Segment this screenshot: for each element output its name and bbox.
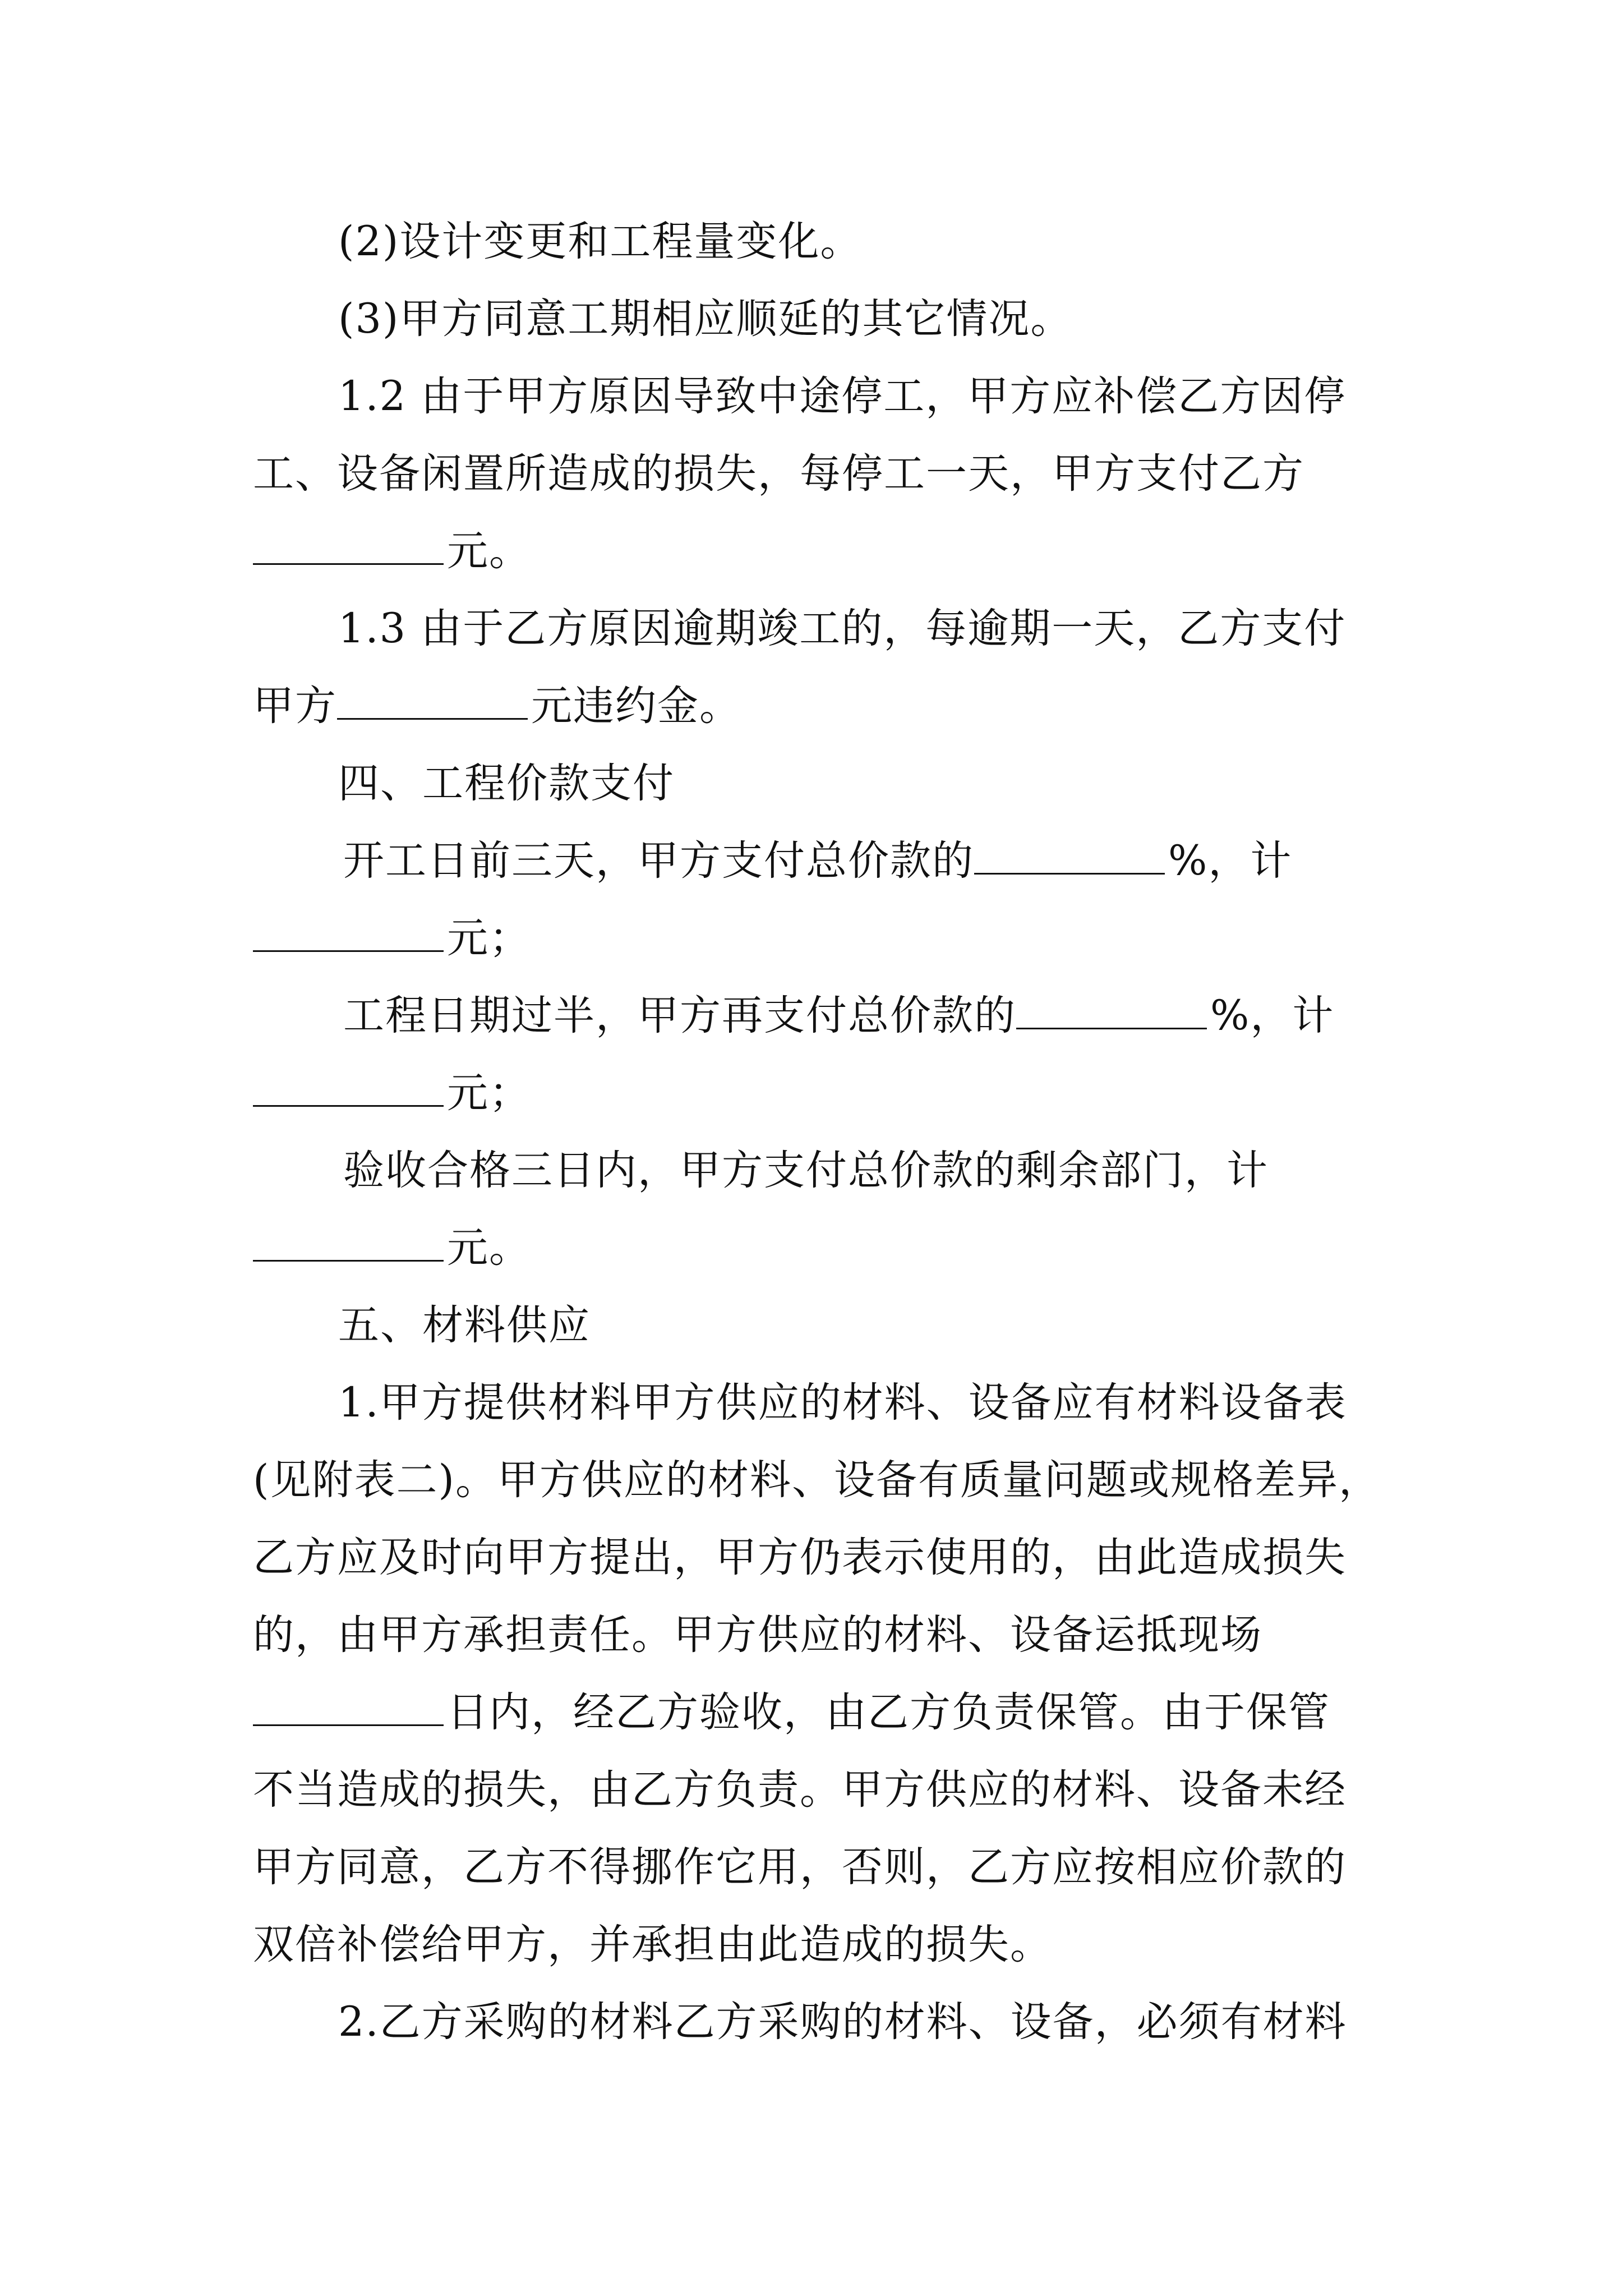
text-line: 2.乙方采购的材料乙方采购的材料、设备，必须有材料 (338, 1998, 1347, 2046)
fill-in-blank (253, 1724, 444, 1726)
text-line: 不当造成的损失，由乙方负责。甲方供应的材料、设备未经 (253, 1766, 1347, 1814)
fill-in-blank (974, 872, 1165, 875)
text-line: 1.甲方提供材料甲方供应的材料、设备应有材料设备表 (338, 1379, 1347, 1427)
text-line: 元。 (253, 531, 531, 572)
text-line: 验收合格三日内，甲方支付总价款的剩余部门，计 (343, 1147, 1269, 1194)
text-line: (3)甲方同意工期相应顺延的其它情况。 (338, 295, 1073, 343)
text-line: (见附表二)。甲方供应的材料、设备有质量问题或规格差异， (253, 1456, 1381, 1504)
text-line: 1.3 由于乙方原因逾期竣工的，每逾期一天，乙方支付 (338, 605, 1347, 652)
fill-in-blank (253, 563, 444, 565)
text-line: 开工日前三天，甲方支付总价款的 %，计 (343, 837, 1293, 885)
text-line: 元。 (253, 1227, 531, 1268)
section-heading: 五、材料供应 (338, 1301, 591, 1349)
text-line: 日内，经乙方验收，由乙方负责保管。由于保管 (253, 1692, 1330, 1733)
fill-in-blank (253, 950, 444, 952)
text-line: 乙方应及时向甲方提出，甲方仍表示使用的，由此造成损失 (253, 1534, 1347, 1581)
text-line: 甲方 元违约金。 (253, 682, 741, 730)
fill-in-blank (1016, 1027, 1207, 1029)
fill-in-blank (253, 1259, 444, 1262)
text-line: 双倍补偿给甲方，并承担由此造成的损失。 (253, 1921, 1052, 1968)
text-line: 1.2 由于甲方原因导致中途停工，甲方应补偿乙方因停 (338, 372, 1347, 420)
section-heading: 四、工程价款支付 (338, 760, 675, 807)
text-line: 元； (253, 1073, 531, 1114)
fill-in-blank (337, 717, 528, 720)
text-line: 元； (253, 918, 531, 959)
fill-in-blank (253, 1105, 444, 1107)
text-line: 工程日期过半，甲方再支付总价款的 %，计 (343, 992, 1335, 1039)
text-line: 工、设备闲置所造成的损失，每停工一天，甲方支付乙方 (253, 450, 1304, 498)
text-line: 的，由甲方承担责任。甲方供应的材料、设备运抵现场 (253, 1611, 1262, 1659)
text-line: 甲方同意，乙方不得挪作它用，否则，乙方应按相应价款的 (253, 1843, 1347, 1891)
text-line: (2)设计变更和工程量变化。 (338, 218, 863, 265)
